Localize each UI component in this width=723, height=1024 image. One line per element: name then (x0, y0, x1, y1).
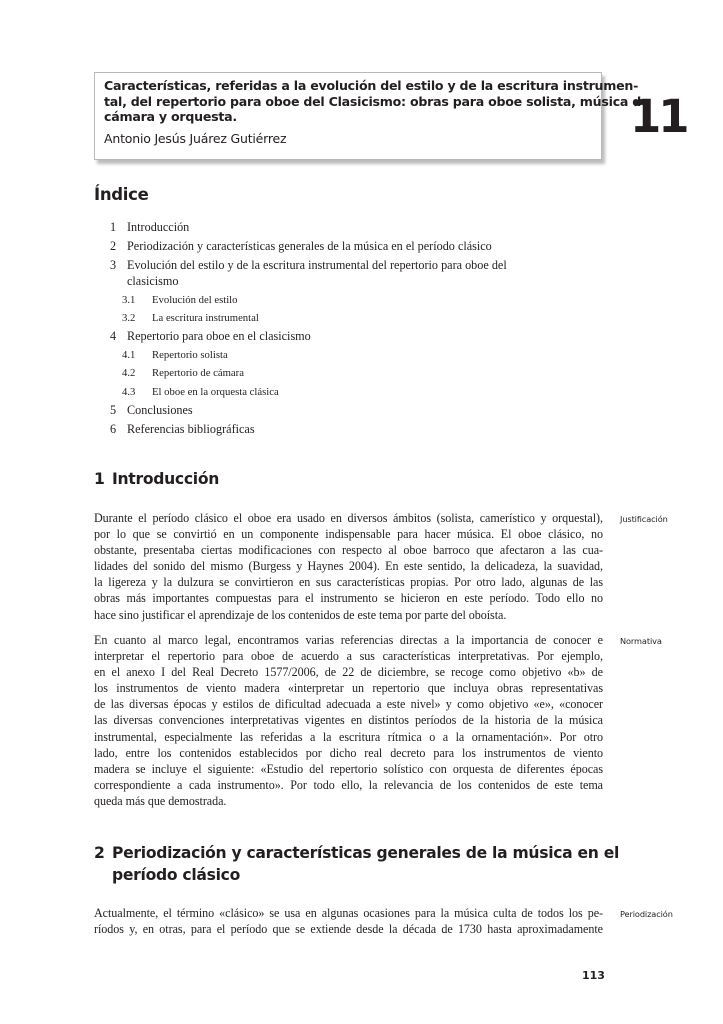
paragraph-line: hace sino justificar el aprendizaje de los contenidos de este tema por parte del oboísta. (94, 607, 507, 622)
toc-item-label: Repertorio solista (152, 349, 228, 362)
toc-item-label: La escritura instrumental (152, 311, 259, 324)
chapter-number: 11 (630, 90, 687, 143)
table-of-contents (110, 220, 550, 441)
toc-item-number: 2 (110, 239, 117, 253)
toc-item[interactable] (110, 329, 550, 345)
toc-subitem[interactable] (110, 366, 550, 380)
paragraph-line: Durante el período clásico el oboe era usado en diversos ámbitos (solista, camerístico y orquestal), (94, 511, 603, 525)
paragraph-line: instrumental, especialmente las referidas a la escritura rítmica o a la ornamentación». Por otro (94, 729, 603, 744)
paragraph-line: de las diversas épocas y estilos de dificultad adecuada a este nivel» y como objetivo «e», «conocer (94, 697, 603, 712)
toc-item[interactable] (110, 258, 550, 289)
paragraph-line: obstante, presentaba ciertas modificaciones con respecto al oboe barroco que afectaron a las cua- (94, 543, 603, 558)
margin-note: Periodización (620, 909, 673, 919)
toc-item-label: Evolución del estilo (152, 293, 238, 306)
toc-item-number: 4 (110, 329, 117, 344)
toc-item-number: 5 (110, 402, 117, 417)
toc-item-label (127, 258, 507, 289)
section-title-continuation: período clásico (112, 866, 240, 884)
toc-item-number: 4.1 (122, 349, 136, 362)
paragraph-line: madera se incluye el siguiente: «Estudio del repertorio solístico con orquesta de diferentes épocas (94, 761, 603, 776)
toc-item-label: Repertorio para oboe en el clasicismo (127, 329, 311, 344)
toc-item-number: 3 (110, 258, 117, 272)
section-heading (94, 842, 619, 886)
margin-note: Justificación (620, 514, 668, 524)
paragraph-line: obras más importantes compuestas para el instrumento se hicieron en este período. Todo ello no (94, 591, 603, 606)
chapter-header-box (94, 72, 650, 160)
chapter-title-line: cámara y orquesta. (104, 109, 237, 124)
toc-item-number: 3.1 (122, 293, 136, 306)
section-number: 2 (94, 844, 105, 862)
paragraph-line: en el anexo I del Real Decreto 1577/2006, de 22 de diciembre, se recoge como objetivo «b» de (94, 665, 603, 680)
toc-subitem[interactable] (110, 311, 550, 325)
toc-item-label: Introducción (127, 220, 190, 234)
toc-item-label: Referencias bibliográficas (127, 421, 255, 436)
chapter-title-line: tal, del repertorio para oboe del Clasicismo: obras para oboe solista, música de (104, 93, 650, 109)
chapter-author: Antonio Jesús Juárez Gutiérrez (104, 130, 287, 146)
toc-item-label: El oboe en la orquesta clásica (152, 385, 279, 398)
section-title: Introducción (112, 470, 220, 488)
toc-item[interactable] (110, 422, 550, 438)
toc-item-number: 6 (110, 421, 117, 436)
toc-item[interactable] (110, 220, 550, 236)
paragraph-line: los instrumentos de viento madera «interpretar un repertorio que incluya obras representativas (94, 681, 603, 696)
paragraph (94, 632, 603, 809)
toc-item-label: Repertorio de cámara (152, 367, 244, 380)
paragraph-line: correspondiente a cada instrumento». Por todo ello, la relevancia de los contenidos de este tema (94, 777, 603, 792)
paragraph (94, 905, 603, 937)
paragraph-line: Actualmente, el término «clásico» se usa en algunas ocasiones para la música culta de todos los pe- (94, 906, 603, 920)
toc-item-number: 4.3 (122, 385, 136, 398)
section-number: 1 (94, 470, 105, 488)
toc-item[interactable] (110, 239, 550, 255)
toc-subitem[interactable] (110, 293, 550, 307)
toc-item-number: 3.2 (122, 311, 136, 324)
paragraph-line: la ligereza y la dulzura se convirtieron en sus características propias. Por otro lado, algunas de las (94, 575, 603, 590)
section-heading (94, 468, 219, 490)
paragraph-line: lado, entre los contenidos establecidos por dicho real decreto para los instrumentos de viento (94, 745, 603, 760)
toc-item-label-line: Evolución del estilo y de la escritura instrumental del repertorio para oboe del (127, 258, 507, 272)
paragraph-line: queda más que demostrada. (94, 793, 227, 808)
toc-subitem[interactable] (110, 385, 550, 399)
toc-subitem[interactable] (110, 348, 550, 362)
margin-note: Normativa (620, 636, 662, 646)
paragraph-line: lidades del sonido del mismo (Burgess y Haynes 2004). En este sentido, la delicadeza, la suavidad, (94, 559, 603, 574)
index-title: Índice (94, 185, 149, 204)
toc-item-label: Periodización y características generales de la música en el período clásico (127, 239, 492, 253)
toc-item-number: 1 (110, 220, 117, 234)
toc-item[interactable] (110, 403, 550, 419)
chapter-title (104, 78, 650, 125)
paragraph-line: por lo que se convirtió en un componente indispensable para hacer música. El oboe clásico, no (94, 527, 603, 542)
chapter-title-line: Características, referidas a la evolución del estilo y de la escritura instrumen- (104, 78, 639, 93)
page-number: 113 (582, 969, 605, 982)
toc-item-label: Conclusiones (127, 402, 193, 417)
paragraph (94, 510, 603, 623)
toc-item-number: 4.2 (122, 367, 136, 380)
paragraph-line: las diversas convenciones interpretativas vigentes en distintos períodos de la historia de la música (94, 713, 603, 728)
toc-item-label-line: clasicismo (127, 273, 179, 288)
paragraph-line: En cuanto al marco legal, encontramos varias referencias directas a la importancia de conocer e (94, 633, 603, 647)
paragraph-line: interpretar el repertorio para oboe de acuerdo a sus características interpretativas. Por ejemplo, (94, 649, 603, 664)
paragraph-line: ríodos y, en otras, para el período que se extiende desde la década de 1730 hasta aproximadamente (94, 922, 603, 937)
section-title: Periodización y características generales de la música en el (112, 844, 620, 862)
